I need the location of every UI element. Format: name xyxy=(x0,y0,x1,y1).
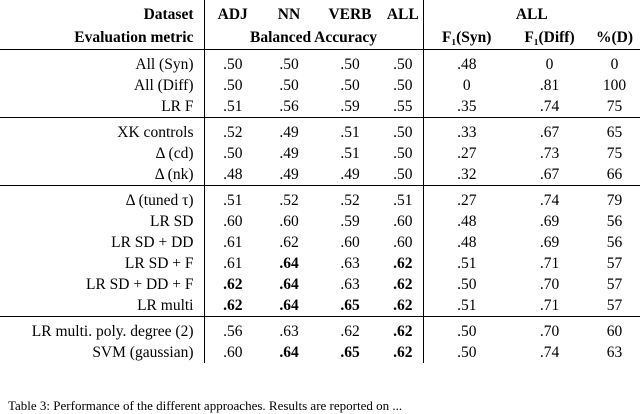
table-cell: .50 xyxy=(261,50,317,76)
table-cell: .55 xyxy=(383,96,423,118)
table-cell: 0 xyxy=(510,50,589,76)
row-label: Δ (cd) xyxy=(0,143,204,164)
table-cell: 56 xyxy=(606,234,623,251)
row-label: LR multi. poly. degree (2) xyxy=(0,317,204,343)
table-cell: .69 xyxy=(539,234,560,251)
table-cell: .50 xyxy=(204,50,261,76)
table-cell: 60 xyxy=(589,317,640,343)
col-all-header: ALL xyxy=(383,0,423,27)
table-cell: .62 xyxy=(383,274,423,295)
table-cell: .63 xyxy=(340,255,360,272)
table-cell: .60 xyxy=(223,344,243,361)
row-label: LR multi xyxy=(0,295,204,317)
table-cell: .51 xyxy=(383,186,423,212)
table-cell: .52 xyxy=(261,186,317,212)
table-cell: 66 xyxy=(606,166,623,183)
table-cell: 0 xyxy=(462,77,471,94)
table-cell: .50 xyxy=(317,50,383,76)
pct-d-header: %(D) xyxy=(596,29,634,46)
row-label: SVM (gaussian) xyxy=(0,342,204,363)
table-cell: 75 xyxy=(606,98,623,115)
table-cell: .51 xyxy=(317,118,383,144)
table-cell: .74 xyxy=(510,186,589,212)
table-row xyxy=(0,186,640,212)
table-row xyxy=(0,118,640,144)
table-cell: .69 xyxy=(539,213,560,230)
table-cell: .59 xyxy=(340,213,360,230)
table-cell: .62 xyxy=(383,317,423,343)
table-cell: .70 xyxy=(510,317,589,343)
table-cell: .67 xyxy=(510,118,589,144)
table-cell: .48 xyxy=(223,166,243,183)
table-cell: .60 xyxy=(383,232,423,253)
table-cell: .62 xyxy=(383,253,423,274)
all-group-header: ALL xyxy=(515,6,548,23)
table-cell: .49 xyxy=(261,118,317,144)
table-cell: .65 xyxy=(340,344,360,361)
row-label: All (Diff) xyxy=(0,75,204,96)
table-cell: .50 xyxy=(223,77,243,94)
row-label: All (Syn) xyxy=(0,50,204,76)
table-cell: .71 xyxy=(539,297,560,314)
table-cell: .32 xyxy=(457,166,477,183)
table-cell: .50 xyxy=(383,118,423,144)
table-cell: .67 xyxy=(539,166,560,183)
table-cell: .63 xyxy=(261,317,317,343)
table-row xyxy=(0,96,640,118)
row-label: LR SD + DD xyxy=(0,232,204,253)
table-row xyxy=(0,164,640,186)
table-row xyxy=(0,211,640,232)
table-cell: .33 xyxy=(423,118,510,144)
table-cell: 57 xyxy=(606,297,623,314)
row-label: LR SD xyxy=(0,211,204,232)
table-cell: .62 xyxy=(383,295,423,317)
table-cell: .50 xyxy=(457,344,477,361)
table-row xyxy=(0,50,640,76)
table-row xyxy=(0,75,640,96)
f1-diff-header: F₁(Diff) xyxy=(524,29,575,46)
table-cell: .65 xyxy=(340,297,360,314)
table-cell: .74 xyxy=(539,344,560,361)
table-cell: .51 xyxy=(204,186,261,212)
table-row xyxy=(0,253,640,274)
table-cell: 56 xyxy=(606,213,623,230)
table-cell: .71 xyxy=(539,255,560,272)
table-cell: .60 xyxy=(223,213,243,230)
table-cell: .27 xyxy=(457,145,477,162)
table-cell: .50 xyxy=(223,145,243,162)
table-cell: 75 xyxy=(606,145,623,162)
col-verb-header: VERB xyxy=(328,6,372,23)
row-label: LR SD + F xyxy=(0,253,204,274)
f1-syn-header: F₁(Syn) xyxy=(442,29,492,46)
table-cell: .73 xyxy=(539,145,560,162)
table-cell: .51 xyxy=(457,255,477,272)
table-cell: .61 xyxy=(223,255,243,272)
table-cell: .50 xyxy=(423,317,510,343)
table-cell: .63 xyxy=(340,276,360,293)
table-row xyxy=(0,274,640,295)
table-caption: Table 3: Performance of the different approaches. Results are reported on ... xyxy=(8,398,403,413)
table-row xyxy=(0,342,640,363)
table-cell: .48 xyxy=(423,50,510,76)
table-cell: .59 xyxy=(340,98,360,115)
table-cell: .62 xyxy=(223,276,243,293)
table-cell: .64 xyxy=(279,255,299,272)
table-cell: 79 xyxy=(589,186,640,212)
table-cell: .49 xyxy=(279,166,299,183)
table-cell: .64 xyxy=(279,344,299,361)
balanced-accuracy-header: Balanced Accuracy xyxy=(204,27,423,50)
table-cell: 57 xyxy=(606,255,623,272)
table-cell: .51 xyxy=(457,297,477,314)
table-cell: .52 xyxy=(317,186,383,212)
col-adj-header: ADJ xyxy=(217,6,248,23)
row-label: Δ (nk) xyxy=(0,164,204,186)
table-cell: .60 xyxy=(279,213,299,230)
table-cell: .74 xyxy=(539,98,560,115)
table-cell: .60 xyxy=(340,234,360,251)
table-cell: .56 xyxy=(204,317,261,343)
table-cell: .35 xyxy=(457,98,477,115)
metric-header: Evaluation metric xyxy=(0,27,204,50)
table-cell: .62 xyxy=(279,234,299,251)
table-row xyxy=(0,232,640,253)
row-label: XK controls xyxy=(0,118,204,144)
table-cell: 65 xyxy=(589,118,640,144)
table-cell: .48 xyxy=(457,213,477,230)
row-label: LR F xyxy=(0,96,204,118)
table-cell: .50 xyxy=(383,164,423,186)
row-label: Δ (tuned τ) xyxy=(0,186,204,212)
table-cell: .50 xyxy=(340,77,360,94)
table-cell: .50 xyxy=(383,50,423,76)
table-cell: .70 xyxy=(539,276,560,293)
table-cell: .48 xyxy=(457,234,477,251)
table-cell: .49 xyxy=(340,166,360,183)
table-cell: .62 xyxy=(383,342,423,363)
table-cell: 63 xyxy=(606,344,623,361)
table-cell: .50 xyxy=(383,75,423,96)
table-cell: .62 xyxy=(223,297,243,314)
table-cell: 100 xyxy=(602,77,627,94)
table-cell: .64 xyxy=(279,297,299,314)
table-cell: .50 xyxy=(279,77,299,94)
table-cell: .56 xyxy=(279,98,299,115)
table-cell: .61 xyxy=(223,234,243,251)
table-cell: .52 xyxy=(204,118,261,144)
table-row xyxy=(0,143,640,164)
row-label: LR SD + DD + F xyxy=(0,274,204,295)
table-cell: .50 xyxy=(457,276,477,293)
table-cell: 57 xyxy=(606,276,623,293)
table-cell: .49 xyxy=(279,145,299,162)
col-nn-header: NN xyxy=(277,6,301,23)
table-cell: .62 xyxy=(317,317,383,343)
table-cell: .50 xyxy=(383,143,423,164)
table-cell: .81 xyxy=(539,77,560,94)
table-cell: 0 xyxy=(589,50,640,76)
table-cell: .51 xyxy=(223,98,243,115)
dataset-header: Dataset xyxy=(0,0,204,27)
table-row xyxy=(0,317,640,343)
table-cell: .64 xyxy=(279,276,299,293)
table-cell: .27 xyxy=(423,186,510,212)
table-row xyxy=(0,295,640,317)
table-cell: .60 xyxy=(383,211,423,232)
table-cell: .51 xyxy=(340,145,360,162)
